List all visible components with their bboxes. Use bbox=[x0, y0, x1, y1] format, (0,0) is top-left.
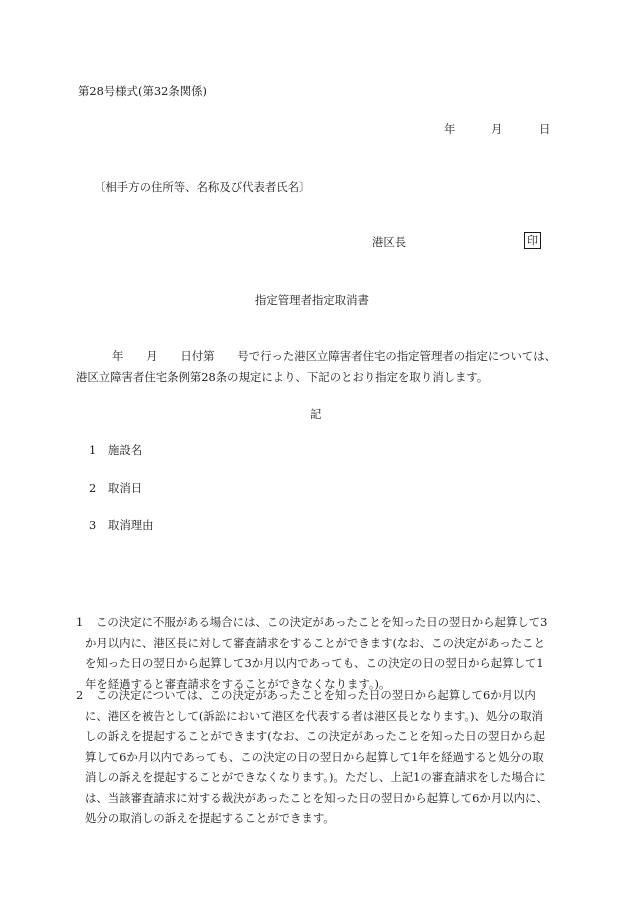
recipient-placeholder: 〔相手方の住所等、名称及び代表者氏名〕 bbox=[94, 180, 311, 194]
note-lawsuit bbox=[76, 685, 554, 829]
form-number-label: 第28号様式(第32条関係) bbox=[78, 84, 208, 98]
document-title: 指定管理者指定取消書 bbox=[255, 293, 369, 307]
item-label: 取消日 bbox=[108, 481, 143, 495]
date-month-label: 月 bbox=[491, 122, 503, 136]
note-appeal bbox=[76, 612, 554, 694]
note-text: この決定に不服がある場合には、この決定があったことを知った日の翌日から起算して3か月以内に、港区長に対して審査請求をすることができます(なお、この決定があったことを知った日の翌日から起算して3か月以内であっても、この決定の日の翌日から起算して1年を経過すると審査請求をすることができなくなります。)。 bbox=[85, 615, 548, 691]
date-day-label: 日 bbox=[539, 122, 551, 136]
note-text: この決定については、この決定があったことを知った日の翌日から起算して6か月以内に、港区を被告として(訴訟において港区を代表する者は港区長となります。)、処分の取消しの訴えを提起することができます(なお、この決定があったことを知った日の翌日から起算して6か月以内であっても、この決定の日の翌日から起算して1年を経過すると処分の取消しの訴えを提起することができなくなります。)。ただし、上記1の審査請求をした場合には、当該審査請求に対する裁決があったことを知った日の翌日から起算して6か月以内に、処分の取消しの訴えを提起することができます。 bbox=[85, 688, 548, 825]
list-item-facility-name bbox=[89, 445, 142, 456]
seal-stamp: 印 bbox=[524, 232, 541, 249]
item-number: 3 bbox=[89, 518, 97, 532]
date-year-label: 年 bbox=[444, 122, 456, 136]
issuer-name: 港区長 bbox=[372, 235, 407, 249]
ki-heading: 記 bbox=[310, 407, 322, 421]
item-number: 1 bbox=[89, 443, 97, 457]
body-paragraph: 年 月 日付第 号で行った港区立障害者住宅の指定管理者の指定については、港区立障害者住宅条例第28条の規定により、下記のとおり指定を取り消します。 bbox=[76, 349, 557, 384]
note-number: 2 bbox=[76, 688, 84, 702]
item-label: 取消理由 bbox=[108, 518, 154, 532]
item-number: 2 bbox=[89, 481, 97, 495]
list-item-revocation-date bbox=[89, 483, 142, 494]
note-number: 1 bbox=[76, 615, 84, 629]
list-item-revocation-reason bbox=[89, 520, 154, 531]
item-label: 施設名 bbox=[108, 443, 143, 457]
